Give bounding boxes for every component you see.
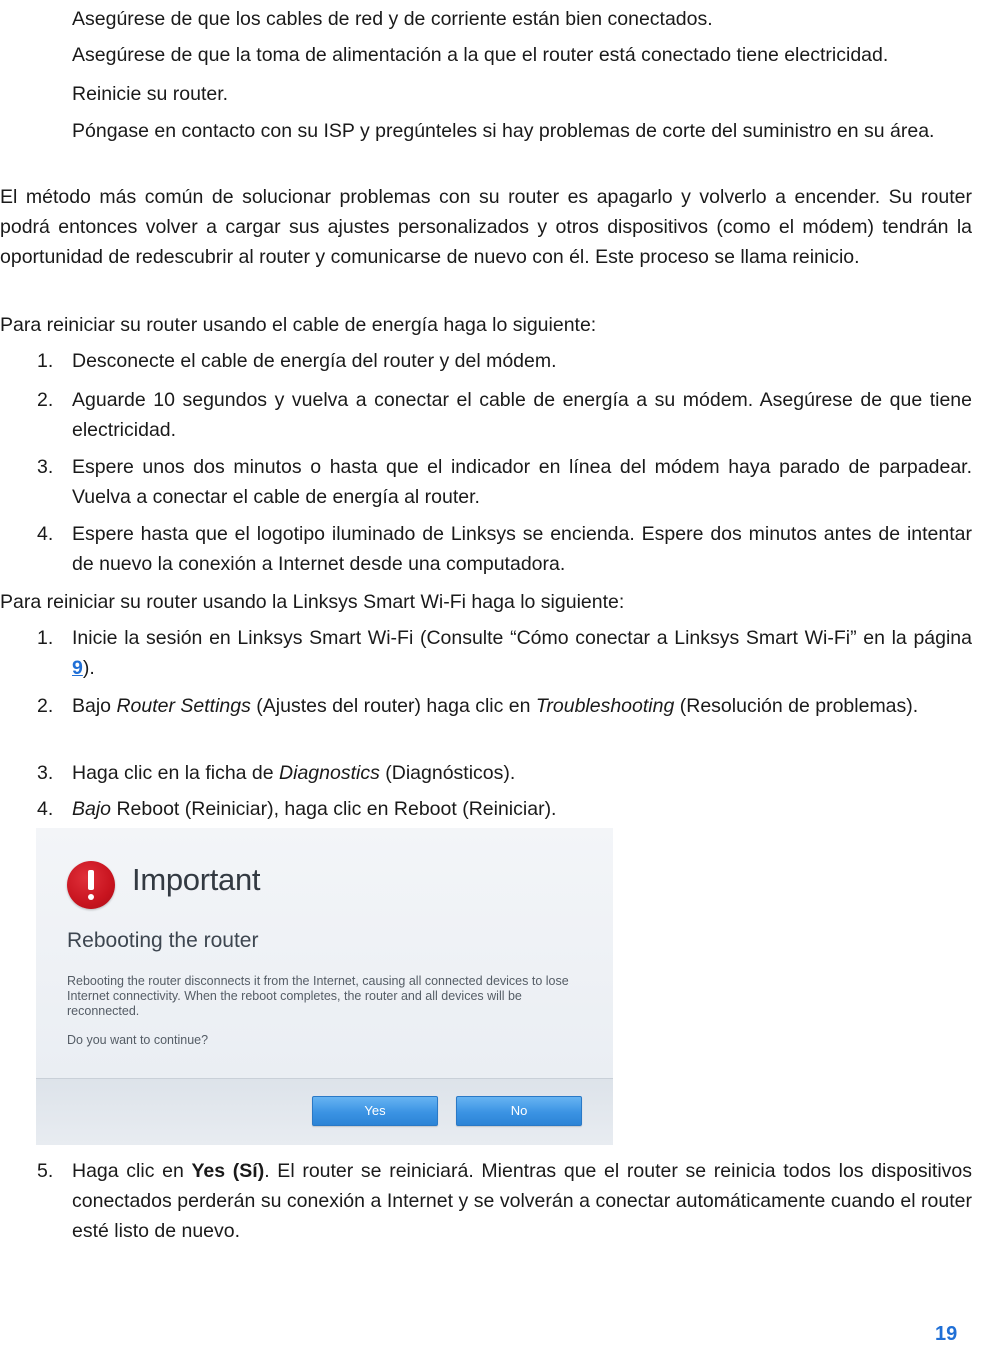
- power-step-3: Espere unos dos minutos o hasta que el indicador en línea del módem haya parado de parpadear. Vuelva a conectar el cable de energía al router.: [72, 456, 972, 508]
- step-number: 4.: [37, 523, 54, 545]
- step-number: 2.: [37, 389, 54, 411]
- wifi-step-1-end: ).: [82, 657, 95, 679]
- step-number: 1.: [37, 350, 54, 372]
- wifi-step-4-b: Reboot (Reiniciar), haga clic en Reboot (Reiniciar).: [111, 798, 557, 820]
- wifi-step-3: [72, 761, 515, 785]
- step-number: 2.: [37, 695, 54, 717]
- page-number: 19: [935, 1323, 958, 1345]
- dialog-subheading: Rebooting the router: [67, 929, 259, 952]
- step-number: 1.: [37, 627, 54, 649]
- dialog-message: Rebooting the router disconnects it from the Internet, causing all connected devices to lose Internet connectivity. When the reboot completes, the router and all devices will be reconnected.: [67, 974, 569, 1018]
- wifi-step-2-c: (Ajustes del router) haga clic en: [250, 695, 536, 717]
- dialog-question: Do you want to continue?: [67, 1033, 209, 1047]
- wifi-step-1-text: Inicie la sesión en Linksys Smart Wi-Fi (Consulte “Cómo conectar a Linksys Smart Wi-Fi” en la página: [72, 627, 972, 649]
- yes-button[interactable]: Yes: [312, 1096, 438, 1126]
- intro-paragraph: El método más común de solucionar problemas con su router es apagarlo y volverlo a encender. Su router podrá entonces volver a cargar sus ajustes personalizados y otros dispositivos (como el módem) tendrán la oportunidad de redescubrir al router y comunicarse de nuevo con él. Este proceso se llama reinicio.: [0, 186, 972, 268]
- wifi-step-4-a: Bajo: [72, 798, 112, 820]
- step-number: 3.: [37, 762, 54, 784]
- exclamation-circle-icon: [67, 861, 115, 909]
- bullet-cables: Asegúrese de que los cables de red y de corriente están bien conectados.: [72, 8, 713, 30]
- step-number: 3.: [37, 456, 54, 478]
- reboot-dialog-screenshot: [36, 828, 613, 1145]
- wifi-step-3-a: Haga clic en la ficha de: [72, 762, 280, 784]
- page-link[interactable]: 9: [72, 657, 83, 679]
- wifi-step-2-e: (Resolución de problemas).: [674, 695, 919, 717]
- dialog-heading: Important: [132, 862, 261, 897]
- no-button[interactable]: No: [456, 1096, 582, 1126]
- yes-term: Yes (Sí): [191, 1160, 265, 1182]
- wifi-step-5: [72, 1156, 972, 1246]
- step-number: 5.: [37, 1160, 54, 1182]
- wifi-step-3-c: (Diagnósticos).: [379, 762, 516, 784]
- wifi-step-2-a: Bajo: [72, 695, 117, 717]
- bullet-restart: Reinicie su router.: [72, 83, 229, 105]
- power-step-1: Desconecte el cable de energía del router y del módem.: [72, 350, 557, 372]
- wifi-step-5-a: Haga clic en: [72, 1160, 192, 1182]
- wifi-step-4: [72, 797, 556, 821]
- smart-wifi-heading: Para reiniciar su router usando la Linksys Smart Wi-Fi haga lo siguiente:: [0, 591, 625, 613]
- power-step-2: Aguarde 10 segundos y vuelva a conectar el cable de energía a su módem. Asegúrese de que tiene electricidad.: [72, 389, 972, 441]
- bullet-power-outlet: Asegúrese de que la toma de alimentación a la que el router está conectado tiene electricidad.: [72, 44, 889, 66]
- wifi-step-5-c: . El router se reiniciará. Mientras que el router se reinicia todos los dispositivos conectados perderán su conexión a Internet y se volverán a conectar automáticamente cuando el router esté listo de nuevo.: [72, 1160, 973, 1242]
- router-settings-term: Router Settings: [116, 695, 251, 717]
- diagnostics-term: Diagnostics: [279, 762, 380, 784]
- step-number: 4.: [37, 798, 54, 820]
- bullet-isp: Póngase en contacto con su ISP y pregúnteles si hay problemas de corte del suministro en su área.: [72, 120, 935, 142]
- troubleshooting-term: Troubleshooting: [535, 695, 675, 717]
- wifi-step-2: [72, 691, 972, 721]
- wifi-step-1: [72, 623, 972, 683]
- power-step-4: Espere hasta que el logotipo iluminado de Linksys se encienda. Espere dos minutos antes de intentar de nuevo la conexión a Internet desde una computadora.: [72, 523, 972, 575]
- power-cable-heading: Para reiniciar su router usando el cable de energía haga lo siguiente:: [0, 314, 597, 336]
